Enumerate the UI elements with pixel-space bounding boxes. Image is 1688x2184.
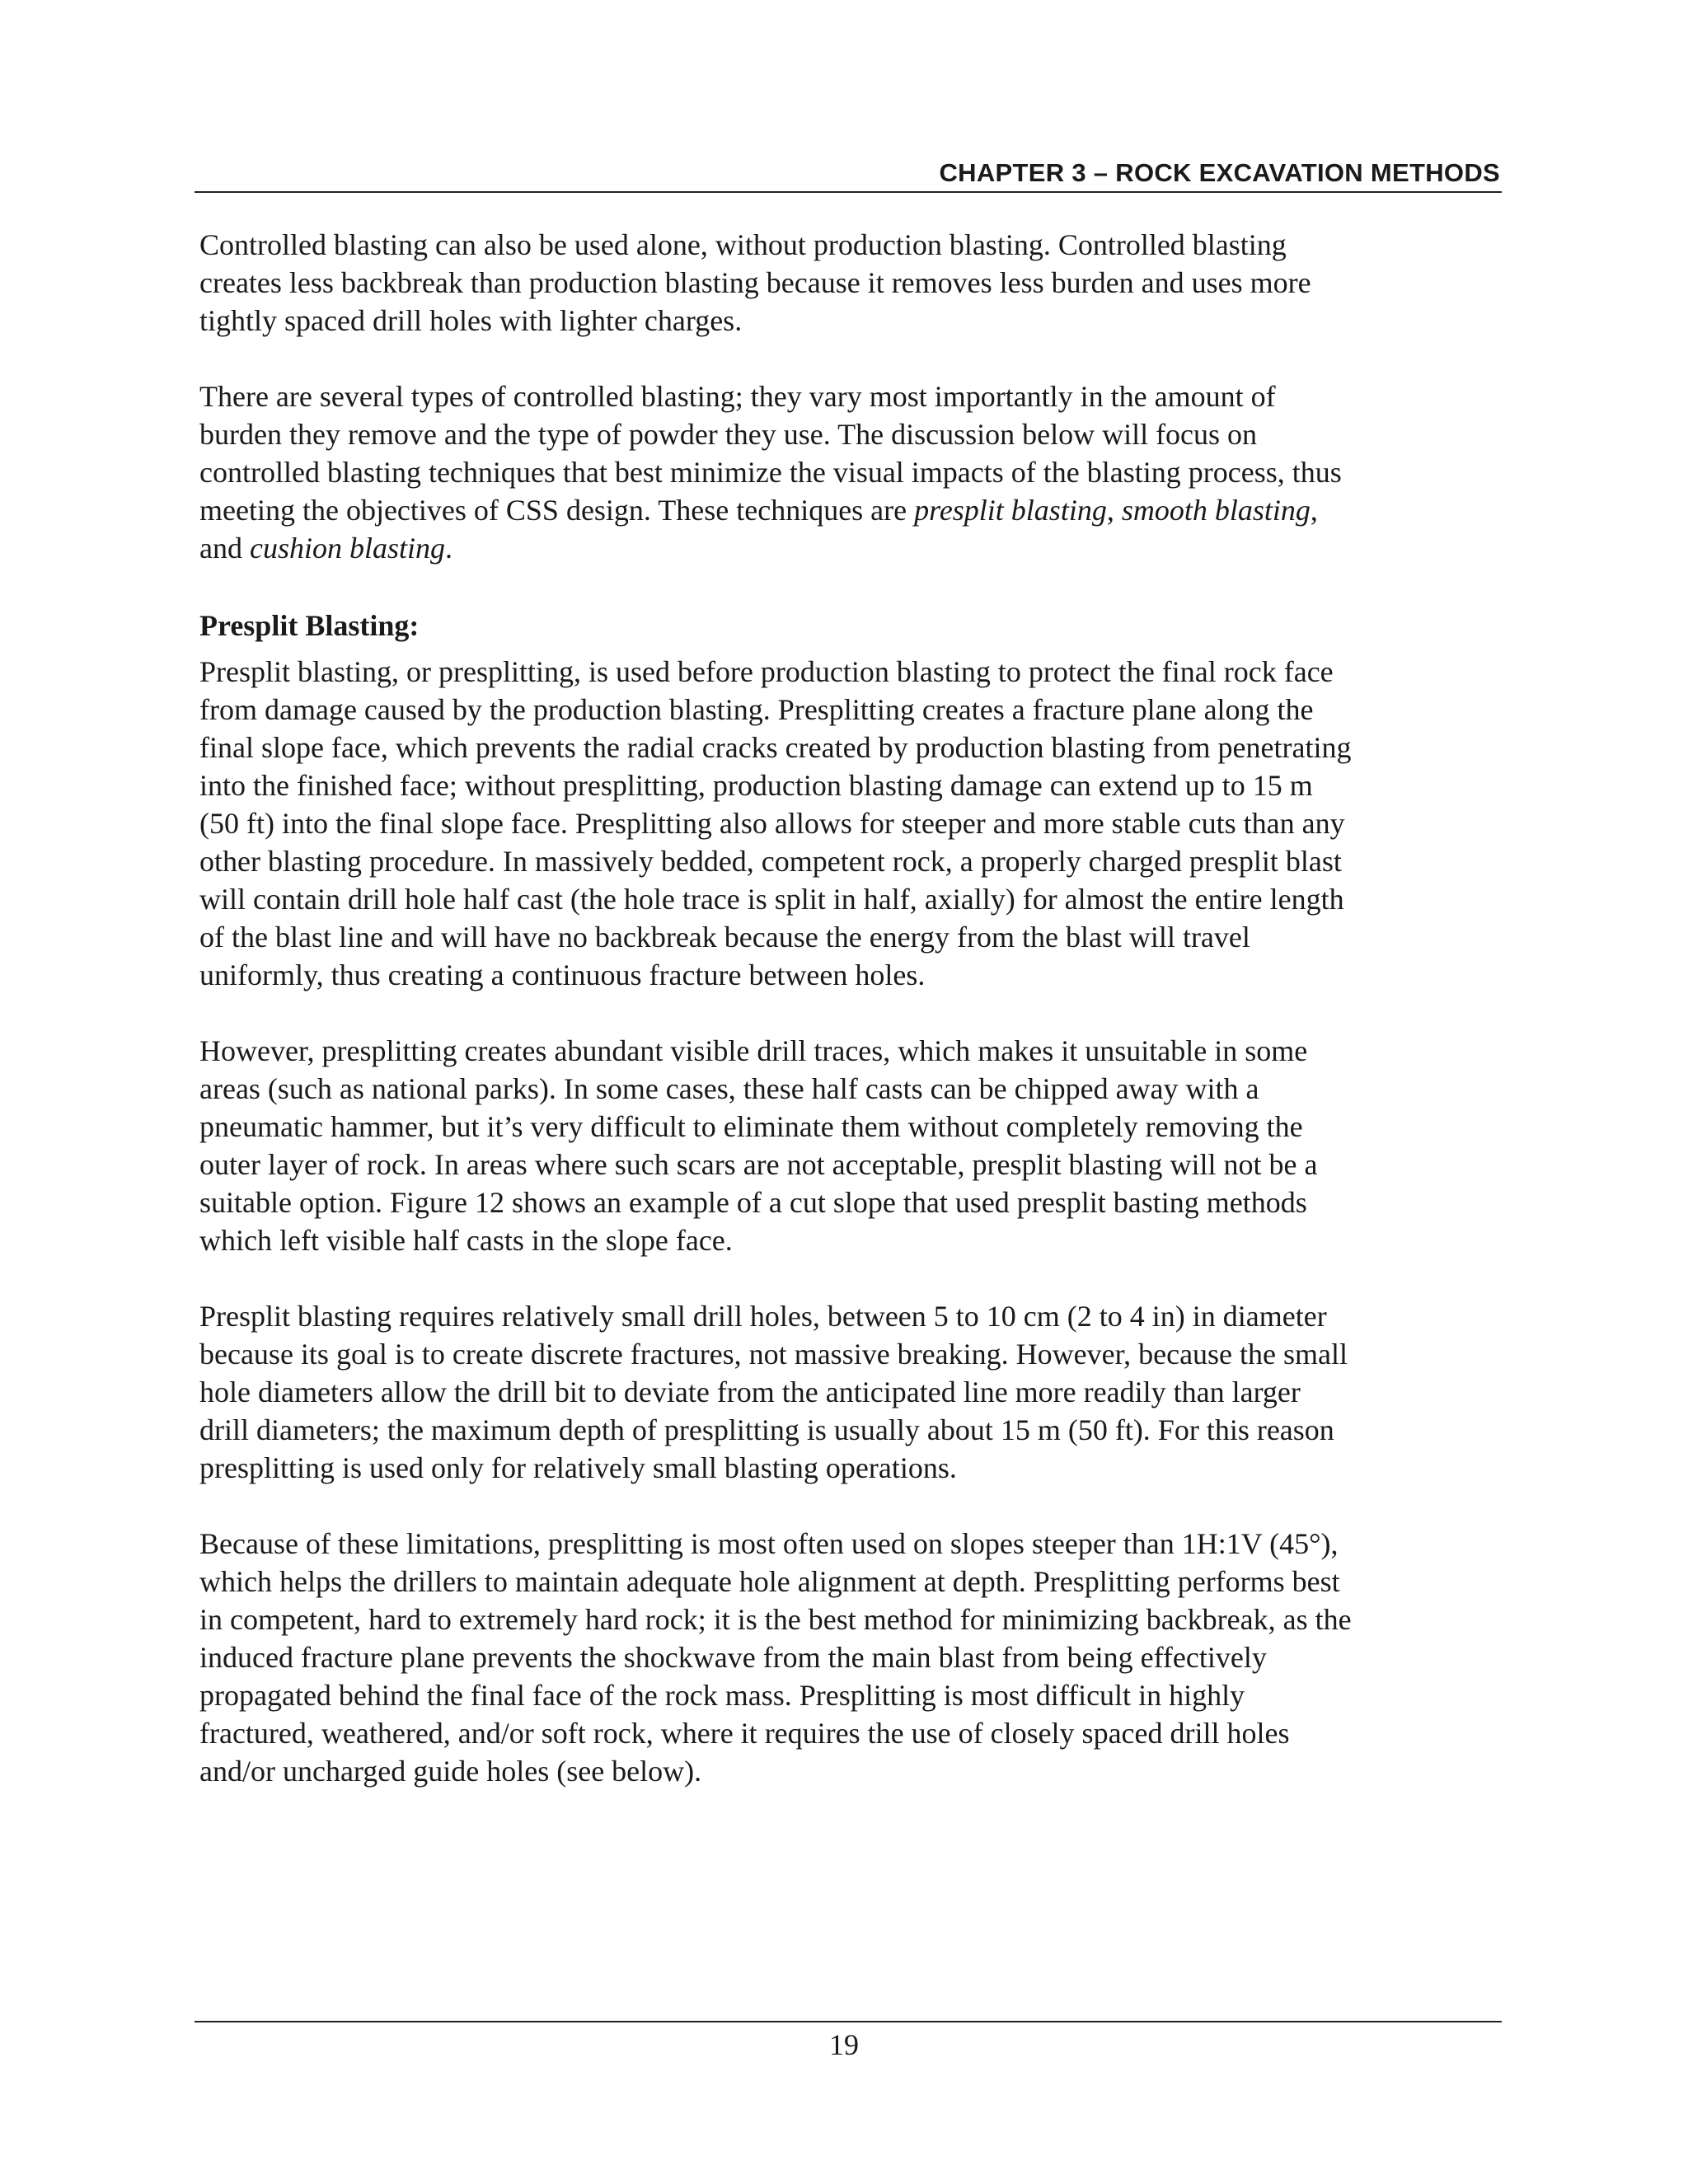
paragraph-spacer (199, 1259, 1502, 1297)
text-line: drill diameters; the maximum depth of presplitting is usually about 15 m (50 ft). For this reason (199, 1413, 1334, 1446)
text-line: tightly spaced drill holes with lighter charges. (199, 304, 743, 337)
text-line: in competent, hard to extremely hard rock; it is the best method for minimizing backbreak, as the (199, 1603, 1352, 1636)
paragraph-presplit-drill-holes (199, 1297, 1502, 1487)
text-run: . (445, 532, 452, 565)
paragraph-presplit-definition (199, 653, 1502, 994)
text-line: Presplit blasting requires relatively small drill holes, between 5 to 10 cm (2 to 4 in) in diameter (199, 1300, 1327, 1333)
paragraph-spacer (199, 567, 1502, 600)
text-line: outer layer of rock. In areas where such scars are not acceptable, presplit blasting will not be a (199, 1148, 1318, 1181)
text-line: However, presplitting creates abundant visible drill traces, which makes it unsuitable in some (199, 1034, 1308, 1067)
text-line: which left visible half casts in the slope face. (199, 1224, 733, 1257)
page-number: 19 (829, 2028, 859, 2061)
text-line (199, 529, 1502, 567)
text-line: will contain drill hole half cast (the hole trace is split in half, axially) for almost the entire length (199, 883, 1344, 916)
text-line: which helps the drillers to maintain adequate hole alignment at depth. Presplitting performs best (199, 1565, 1340, 1598)
text-line: because its goal is to create discrete fractures, not massive breaking. However, because the small (199, 1338, 1348, 1371)
text-line: from damage caused by the production blasting. Presplitting creates a fracture plane along the (199, 693, 1314, 726)
text-line: and/or uncharged guide holes (see below). (199, 1755, 702, 1788)
term-smooth-blasting: smooth blasting (1121, 494, 1311, 527)
section-heading-presplit-blasting: Presplit Blasting: (199, 609, 420, 642)
paragraph-spacer (199, 994, 1502, 1032)
body-text (199, 226, 1502, 1790)
text-line: suitable option. Figure 12 shows an example of a cut slope that used presplit basting methods (199, 1186, 1307, 1219)
text-line: presplitting is used only for relatively small blasting operations. (199, 1451, 957, 1484)
text-line (199, 491, 1502, 529)
text-line: pneumatic hammer, but it’s very difficult to eliminate them without completely removing the (199, 1110, 1303, 1143)
text-line: propagated behind the final face of the rock mass. Presplitting is most difficult in highly (199, 1679, 1245, 1712)
text-line: induced fracture plane prevents the shockwave from the main blast from being effectively (199, 1641, 1267, 1674)
text-run: and (199, 532, 250, 565)
text-run: , (1106, 494, 1122, 527)
text-line: of the blast line and will have no backbreak because the energy from the blast will travel (199, 921, 1250, 954)
text-line: into the finished face; without presplitting, production blasting damage can extend up to 15 m (199, 769, 1313, 802)
text-line: uniformly, thus creating a continuous fracture between holes. (199, 958, 926, 991)
text-line: hole diameters allow the drill bit to deviate from the anticipated line more readily than larger (199, 1376, 1301, 1408)
text-line: other blasting procedure. In massively bedded, competent rock, a properly charged presplit blast (199, 845, 1342, 878)
text-line: (50 ft) into the final slope face. Presplitting also allows for steeper and more stable cuts than any (199, 807, 1345, 840)
term-presplit-blasting: presplit blasting (914, 494, 1107, 527)
text-line: controlled blasting techniques that best minimize the visual impacts of the blasting process, thus (199, 456, 1342, 489)
header-divider (195, 191, 1502, 193)
paragraph-presplit-limitations (199, 1525, 1502, 1790)
paragraph-presplit-drawbacks (199, 1032, 1502, 1259)
text-line: fractured, weathered, and/or soft rock, where it requires the use of closely spaced drill holes (199, 1717, 1290, 1750)
paragraph-spacer (199, 340, 1502, 377)
paragraph-spacer (199, 1487, 1502, 1525)
text-line: areas (such as national parks). In some cases, these half casts can be chipped away with a (199, 1072, 1259, 1105)
text-line: Controlled blasting can also be used alone, without production blasting. Controlled blasting (199, 228, 1287, 261)
text-line: burden they remove and the type of powder they use. The discussion below will focus on (199, 418, 1258, 451)
text-line: creates less backbreak than production blasting because it removes less burden and uses more (199, 266, 1311, 299)
text-run: meeting the objectives of CSS design. These techniques are (199, 494, 915, 527)
paragraph-types-of-controlled-blasting (199, 377, 1502, 567)
text-line: There are several types of controlled blasting; they vary most importantly in the amount of (199, 380, 1276, 413)
running-header: CHAPTER 3 – ROCK EXCAVATION METHODS (939, 158, 1500, 187)
text-run: , (1310, 494, 1318, 527)
text-line: Presplit blasting, or presplitting, is used before production blasting to protect the final rock face (199, 655, 1334, 688)
text-line: Because of these limitations, presplitting is most often used on slopes steeper than 1H:1V (45°), (199, 1527, 1339, 1560)
term-cushion-blasting: cushion blasting (249, 532, 445, 565)
paragraph-controlled-blasting-alone (199, 226, 1502, 340)
footer-divider (195, 2021, 1502, 2022)
text-line: final slope face, which prevents the radial cracks created by production blasting from penetrating (199, 731, 1352, 764)
